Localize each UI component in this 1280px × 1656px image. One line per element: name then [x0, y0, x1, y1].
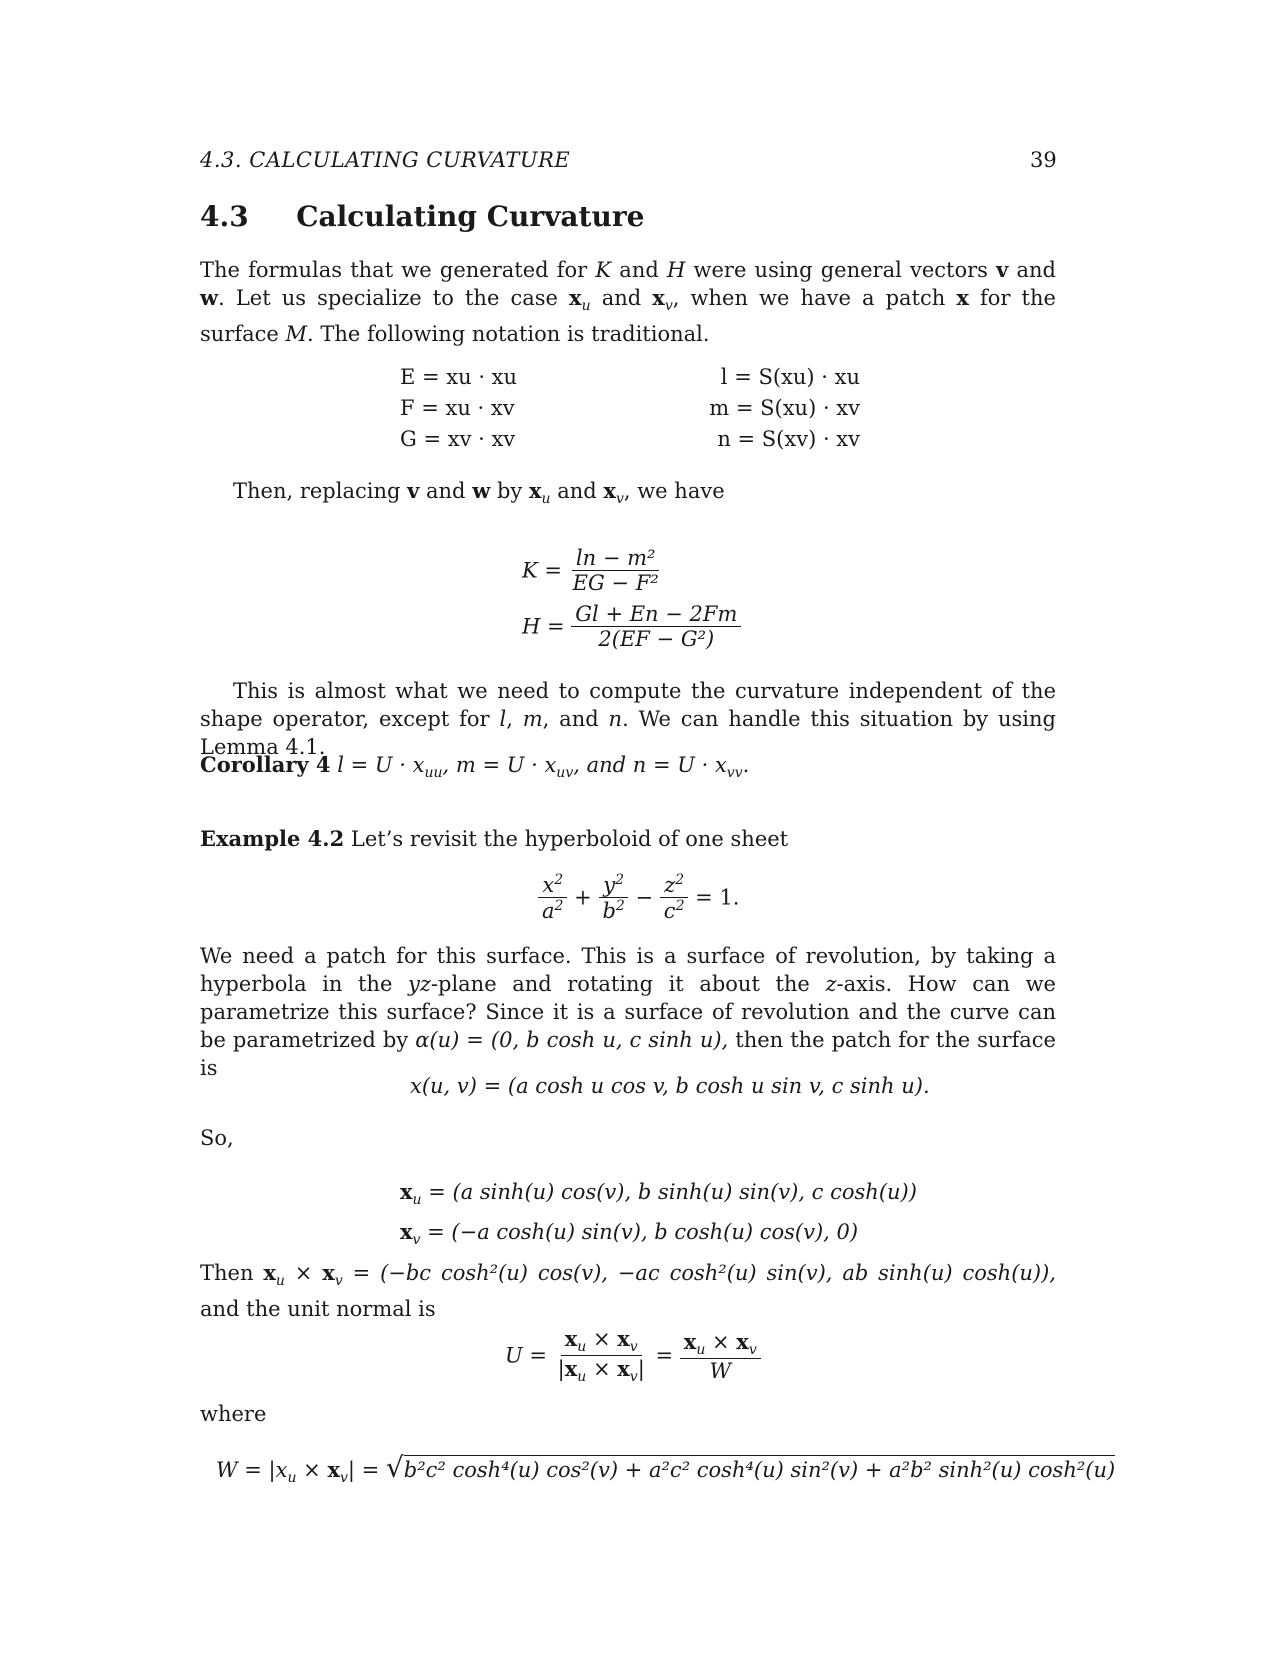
section-title: Calculating Curvature	[296, 200, 645, 233]
almost-paragraph: This is almost what we need to compute the curvature independent of the shape operator, except for l, m, and n. We can handle this situation by using Lemma 4.1.	[200, 679, 1056, 759]
corollary-sub: vv	[726, 765, 743, 782]
corollary-label: Corollary 4	[200, 752, 331, 777]
section-number: 4.3	[200, 200, 249, 233]
xv-rhs: = (−a cosh(u) sin(v), b cosh(u) cos(v), 0)	[427, 1220, 859, 1245]
example-text: Let’s revisit the hyperboloid of one sheet	[350, 827, 789, 851]
patch-text: We need a patch for this surface. This is a surface of revolution, by taking a hyperbola in the	[200, 944, 1056, 996]
so-text: So,	[200, 1126, 234, 1150]
def-m: m = S(xu) · xv	[709, 396, 860, 420]
def-G: G = xv · xv	[400, 427, 516, 451]
patch-text: -axis. How can we parametrize this surface? Since it is a surface of revolution and the curve can be parametrized by	[200, 972, 1056, 1052]
H-lhs: H =	[522, 614, 565, 639]
cross-rhs: = (−bc cosh²(u) cos(v), −ac cosh²(u) sin(v), ab sinh(u) cosh(u)),	[352, 1261, 1056, 1285]
partial-derivatives	[400, 1176, 917, 1256]
mean-curvature-formula	[522, 602, 741, 651]
patch-text: then the patch for the surface is	[200, 1028, 1056, 1080]
corollary	[200, 751, 749, 787]
fundamental-forms-left	[400, 362, 517, 455]
replacing-text: by	[496, 479, 523, 503]
example-heading	[200, 825, 788, 853]
intro-paragraph: The formulas that we generated for K and H were using general vectors v and w. Let us specialize to the case $x_u$ and $x_v$, when we have a patch x for the surface M. The following notation is traditional.	[200, 257, 1057, 347]
example-label: Example 4.2	[200, 826, 345, 851]
section-heading	[200, 200, 644, 233]
xu-equation: $x_u = (a$ sinh(u) cos(v), b sinh(u) sin(v), c cosh(u))	[400, 1179, 917, 1209]
xu-rhs: = (a sinh(u) cos(v), b sinh(u) sin(v), c cosh(u))	[428, 1180, 917, 1204]
K-lhs: K =	[522, 558, 562, 583]
corollary-text: , m = U · x	[442, 753, 557, 777]
running-header: 4.3. CALCULATING CURVATURE	[200, 148, 571, 172]
patch-equation: x(u, v) = (a cosh u cos v, b cosh u sin v, c sinh u).	[410, 1074, 930, 1098]
cross-text: and the unit normal is	[200, 1297, 436, 1322]
W-equation: $W = |x_u \times x_v| = √b^2c^2$ cosh⁴(u) cos²(v) + a²c² cosh⁴(u) sin²(v) + a²b² sinh²(u) cosh²(u)	[216, 1451, 1116, 1487]
intro-text: were using general vectors	[693, 258, 988, 282]
W-lhs: W = |x	[216, 1458, 288, 1482]
K-denominator: EG − F²	[572, 571, 659, 595]
U-lhs: U =	[505, 1343, 547, 1368]
replacing-text: , we have	[623, 479, 725, 503]
intro-text: . The following notation is traditional.	[307, 322, 710, 347]
def-E: E = xu · xu	[400, 365, 518, 389]
almost-text: . We can handle this situation by using Lemma 4.1.	[200, 707, 1056, 759]
intro-text: and	[1016, 258, 1057, 282]
alpha-curve: α(u) = (0, b cosh u, c sinh u),	[415, 1028, 729, 1052]
almost-text: This is almost what we need to compute the curvature independent of the shape operator, except for	[200, 679, 1056, 731]
xv-equation: $x_v = (-a$ cosh(u) sin(v), b cosh(u) cos(v), 0)	[400, 1219, 859, 1249]
hyperboloid-equation: $\frac{x^2}{a^2}$ + $\frac{y^2}{b^2}$ − $\frac{z^2}{c^2}$ = 1.	[538, 872, 739, 923]
corollary-text: , and n = U · x	[573, 753, 727, 777]
fundamental-forms-right	[700, 362, 860, 455]
equation-rhs: = 1.	[695, 885, 740, 910]
intro-text: for the surface	[200, 286, 1056, 347]
patch-text: -plane and rotating it about the	[430, 972, 810, 996]
W-symbol: W	[709, 1358, 732, 1383]
gaussian-curvature-formula	[522, 546, 663, 595]
H-numerator: Gl + En − 2Fm	[571, 602, 741, 627]
corollary-sub: uv	[556, 765, 574, 782]
intro-text: . Let us specialize to the case	[218, 286, 558, 310]
intro-text: The formulas that we generated for	[200, 258, 588, 282]
corollary-text: .	[742, 753, 750, 777]
cross-text: Then	[200, 1261, 254, 1285]
W-radicand: b²c² cosh⁴(u) cos²(v) + a²c² cosh⁴(u) sin²(v) + a²b² sinh²(u) cosh²(u)	[404, 1455, 1115, 1482]
def-F: F = xu · xv	[400, 396, 515, 420]
patch-text: yz	[407, 972, 431, 996]
patch-paragraph	[200, 942, 1056, 1082]
corollary-sub: uu	[424, 765, 443, 782]
intro-text: and	[619, 258, 659, 282]
def-n: n = S(xv) · xv	[717, 427, 860, 451]
H-denominator: 2(EF − G²)	[598, 627, 715, 651]
def-l: l = S(xu) · xu	[720, 365, 860, 389]
unit-normal-equation: U = $\frac{x_u \times x_v}{|x_u \times x_v|}$ = $\frac{x_u \times x_v}{W}$	[505, 1326, 761, 1385]
replacing-text: and	[426, 479, 466, 503]
page-number: 39	[1030, 148, 1057, 172]
cross-product-paragraph: Then $x_u \times x_v = (-bc$ cosh²(u) cos(v), −ac cosh²(u) sin(v), ab sinh(u) cosh(u)), and the unit normal is	[200, 1260, 1056, 1322]
almost-text: and	[559, 707, 599, 731]
K-numerator: ln − m²	[572, 546, 660, 571]
replacing-line: Then, replacing v and w by $x_u$ and $x_v$, we have	[233, 478, 725, 508]
intro-text: , when we have a patch	[672, 286, 946, 310]
corollary-text: l = U · x	[337, 753, 425, 777]
intro-text: and	[601, 286, 642, 310]
replacing-text: and	[557, 479, 597, 503]
where-text: where	[200, 1402, 267, 1426]
replacing-text: Then, replacing	[233, 479, 401, 503]
patch-text: z	[825, 972, 837, 996]
